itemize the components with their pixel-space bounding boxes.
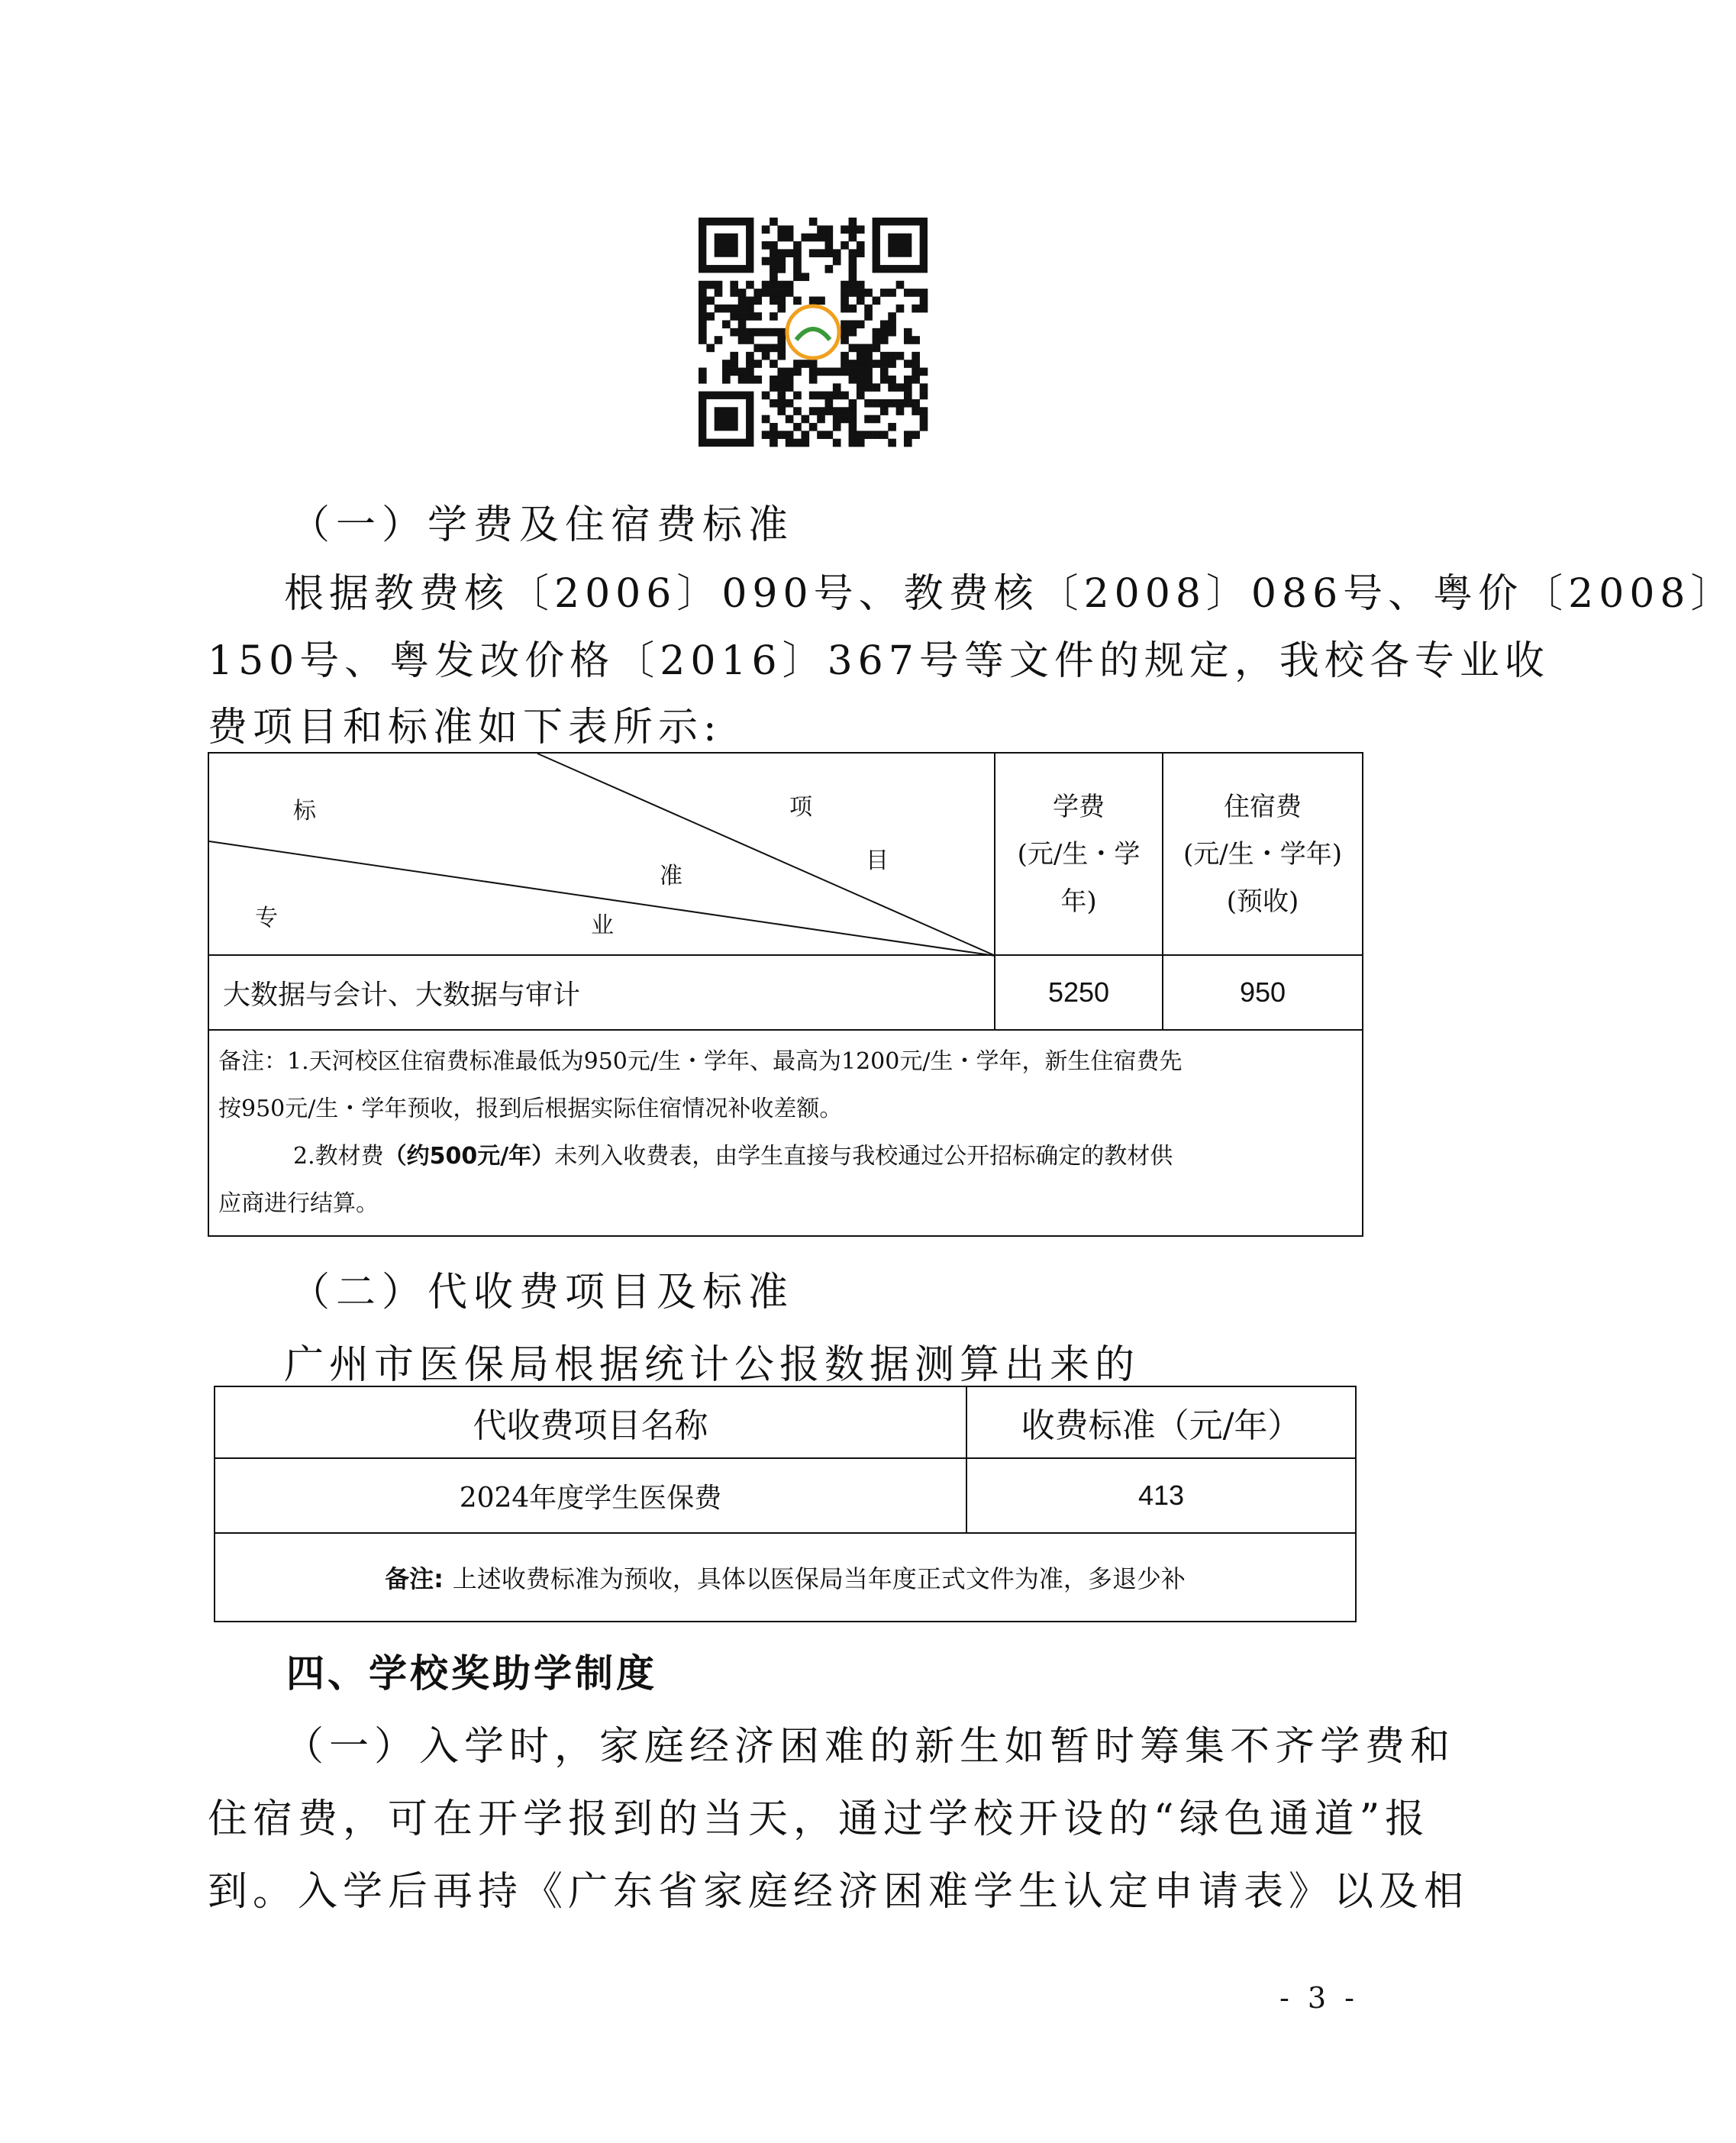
major-cell: 大数据与会计、大数据与审计 xyxy=(208,955,995,1030)
section-heading-collection: （二）代收费项目及标准 xyxy=(290,1270,795,1315)
fee-note xyxy=(208,1030,1363,1236)
paragraph-line: 住宿费，可在开学报到的当天，通过学校开设的“绿色通道”报 xyxy=(208,1796,1431,1842)
note-line: 备注：1.天河校区住宿费标准最低为950元/生・学年、最高为1200元/生・学年，新生住宿费先 xyxy=(218,1048,1183,1075)
item-value: 413 xyxy=(966,1458,1356,1533)
diag-label: 目 xyxy=(866,847,889,874)
paragraph-line: 费项目和标准如下表所示: xyxy=(208,705,722,750)
tuition-header xyxy=(995,753,1163,955)
note-label: 备注: xyxy=(385,1564,444,1593)
tuition-value: 5250 xyxy=(995,955,1163,1030)
qr-code xyxy=(699,218,928,447)
standard-header: 收费标准（元/年） xyxy=(966,1386,1356,1458)
paragraph-line: 广州市医保局根据统计公报数据测算出来的 xyxy=(284,1342,1141,1388)
header-line: (元/生・学 xyxy=(1017,838,1141,870)
note-line: 应商进行结算。 xyxy=(218,1190,379,1217)
section-heading-fees: （一）学费及住宿费标准 xyxy=(290,502,795,548)
page-number: - 3 - xyxy=(1279,1981,1359,2015)
note-line-2 xyxy=(218,1133,1353,1180)
paragraph-line: 根据教费核〔2006〕090号、教费核〔2008〕086号、粤价〔2008〕 xyxy=(284,571,1736,617)
diag-label: 准 xyxy=(660,863,682,889)
header-line: 住宿费 xyxy=(1224,791,1302,822)
fee-table xyxy=(208,752,1363,1237)
dorm-header xyxy=(1163,753,1363,955)
paragraph-line: 150号、粤发改价格〔2016〕367号等文件的规定，我校各专业收 xyxy=(208,638,1550,684)
diag-label: 标 xyxy=(293,798,316,825)
paragraph-line: （一）入学时，家庭经济困难的新生如暂时筹集不齐学费和 xyxy=(284,1724,1456,1770)
note-line: 按950元/生・学年预收，报到后根据实际住宿情况补收差额。 xyxy=(218,1096,843,1122)
header-line: 学费 xyxy=(1053,791,1105,822)
note-text: 上述收费标准为预收，具体以医保局当年度正式文件为准，多退少补 xyxy=(452,1564,1186,1593)
diagonal-header-cell xyxy=(208,753,995,955)
note-text: 2.教材费 xyxy=(293,1143,384,1170)
diag-label: 业 xyxy=(591,912,614,939)
item-name: 2024年度学生医保费 xyxy=(215,1458,966,1533)
dorm-value: 950 xyxy=(1163,955,1363,1030)
header-line: (元/生・学年) xyxy=(1183,838,1342,870)
logo-icon xyxy=(787,306,839,358)
paragraph-line: 到。入学后再持《广东省家庭经济困难学生认定申请表》以及相 xyxy=(208,1869,1470,1915)
header-line: 年) xyxy=(1060,886,1097,917)
collection-fee-table xyxy=(214,1386,1357,1622)
header-line: (预收) xyxy=(1226,886,1299,917)
note-bold-text: （约500元/年） xyxy=(383,1143,555,1170)
section-heading-scholarship: 四、学校奖助学制度 xyxy=(286,1651,657,1696)
diag-label: 专 xyxy=(255,905,278,931)
diag-label: 项 xyxy=(789,794,812,821)
item-name-header: 代收费项目名称 xyxy=(215,1386,966,1458)
note-text: 未列入收费表，由学生直接与我校通过公开招标确定的教材供 xyxy=(554,1143,1173,1170)
collection-note xyxy=(215,1533,1356,1622)
